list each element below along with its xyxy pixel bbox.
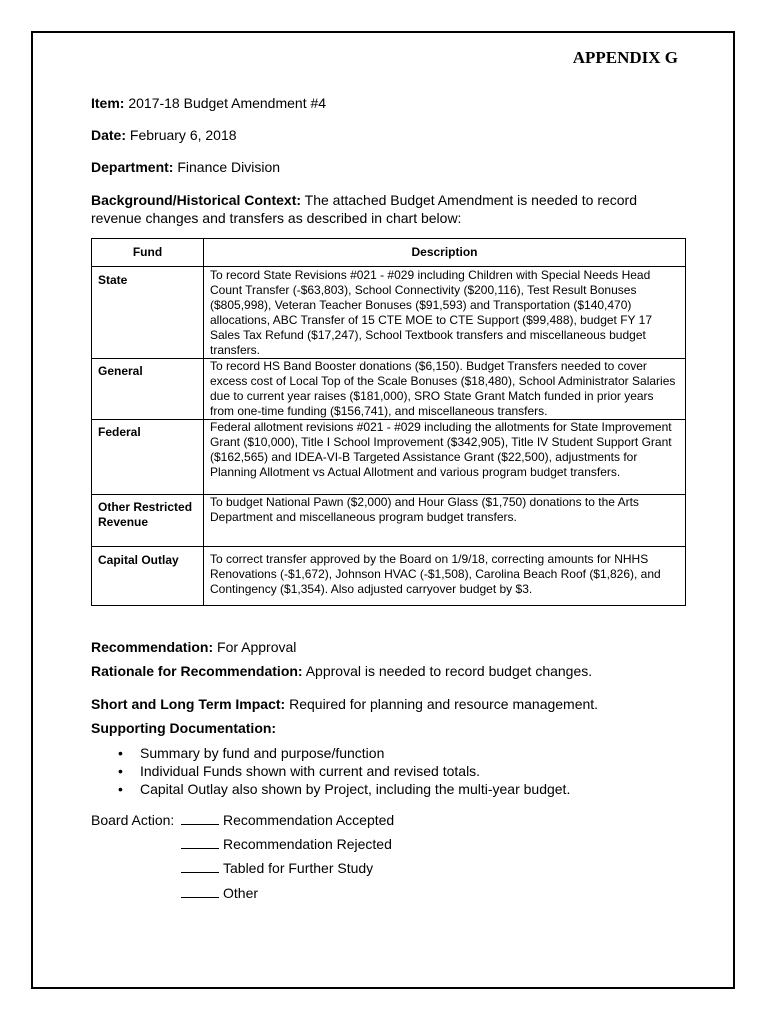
list-item: • Individual Funds shown with current and revised totals. (118, 762, 570, 780)
table-row (92, 420, 686, 495)
description-cell: To budget National Pawn ($2,000) and Hour Glass ($1,750) donations to the Arts Department and miscellaneous program budget transfers. (204, 495, 686, 547)
rationale-value: Approval is needed to record budget changes. (305, 663, 593, 679)
description-cell: To record HS Band Booster donations ($6,150). Budget Transfers needed to cover excess cost of Local Top of the Scale Bonuses ($18,480), School Administrator Salaries due to current year raises ($181,000), SRO State Grant Match funded in prior years from one-time funding ($156,741), and miscellaneous transfers. (204, 359, 686, 420)
item-label: Item: (91, 95, 125, 111)
fund-cell: State (92, 267, 204, 359)
recommendation-field (91, 639, 296, 656)
item-field (91, 95, 326, 112)
board-option-rejected (181, 836, 392, 853)
fund-cell: Federal (92, 420, 204, 495)
table-row (92, 547, 686, 606)
board-option-tabled (181, 860, 373, 877)
fund-header: Fund (92, 239, 204, 267)
budget-table (91, 238, 686, 606)
impact-field (91, 696, 598, 713)
background-value: The attached Budget Amendment is needed to record revenue changes and transfers as described in chart below: (91, 192, 638, 226)
signature-blank[interactable] (181, 812, 219, 825)
item-value: 2017-18 Budget Amendment #4 (128, 95, 327, 111)
appendix-label: APPENDIX G (572, 48, 678, 67)
table-row (92, 495, 686, 547)
table-header-row (92, 239, 686, 267)
supporting-label: Supporting Documentation: (91, 720, 277, 736)
description-cell: Federal allotment revisions #021 - #029 including the allotments for State Improvement Grant ($10,000), Title I School Improvement ($342,905), Title IV Student Support Grant ($162,565) and IDEA-VI-B Targeted Assistance Grant ($22,500), adjustments for Planning Allotment vs Actual Allotment and various program budget transfers. (204, 420, 686, 495)
description-cell: To record State Revisions #021 - #029 including Children with Special Needs Head Count Transfer (-$63,803), School Connectivity ($200,116), Test Result Bonuses ($805,998), Veteran Teacher Bonuses ($91,593) and Transportation ($140,470) allocations, ABC Transfer of 15 CTE MOE to CTE Support ($99,488), budget FY 17 Sales Tax Refund ($17,247), School Textbook transfers and miscellaneous budget transfers. (204, 267, 686, 359)
date-value: February 6, 2018 (129, 127, 237, 143)
impact-label: Short and Long Term Impact: (91, 696, 286, 712)
recommendation-value: For Approval (217, 639, 297, 655)
fund-cell: Capital Outlay (92, 547, 204, 606)
date-label: Date: (91, 127, 127, 143)
signature-blank[interactable] (181, 860, 219, 873)
option-label: Recommendation Accepted (223, 812, 395, 828)
board-option-accepted (181, 812, 394, 829)
option-label: Tabled for Further Study (223, 860, 374, 876)
description-cell: To correct transfer approved by the Board on 1/9/18, correcting amounts for NHHS Renovations (-$1,672), Johnson HVAC (-$1,508), Carolina Beach Roof ($1,826), and Contingency ($1,354). Also adjusted carryover budget by $3. (204, 547, 686, 606)
signature-blank[interactable] (181, 836, 219, 849)
option-label: Other (223, 885, 259, 901)
board-action-label: Board Action: (91, 812, 175, 828)
fund-cell: Other Restricted Revenue (92, 495, 204, 547)
table-row (92, 267, 686, 359)
signature-blank[interactable] (181, 885, 219, 898)
list-item: • Capital Outlay also shown by Project, including the multi-year budget. (118, 780, 570, 798)
impact-value: Required for planning and resource management. (289, 696, 599, 712)
description-header: Description (204, 239, 686, 267)
board-option-other (181, 885, 258, 902)
background-label: Background/Historical Context: (91, 192, 302, 208)
department-value: Finance Division (177, 159, 281, 175)
table-row (92, 359, 686, 420)
rationale-field (91, 663, 592, 680)
department-label: Department: (91, 159, 174, 175)
background-context (91, 191, 691, 227)
date-field (91, 127, 237, 144)
rationale-label: Rationale for Recommendation: (91, 663, 303, 679)
department-field (91, 159, 280, 176)
list-item: • Summary by fund and purpose/function (118, 744, 570, 762)
recommendation-label: Recommendation: (91, 639, 214, 655)
fund-cell: General (92, 359, 204, 420)
supporting-heading (91, 720, 276, 737)
option-label: Recommendation Rejected (223, 836, 392, 852)
supporting-list (118, 744, 570, 798)
